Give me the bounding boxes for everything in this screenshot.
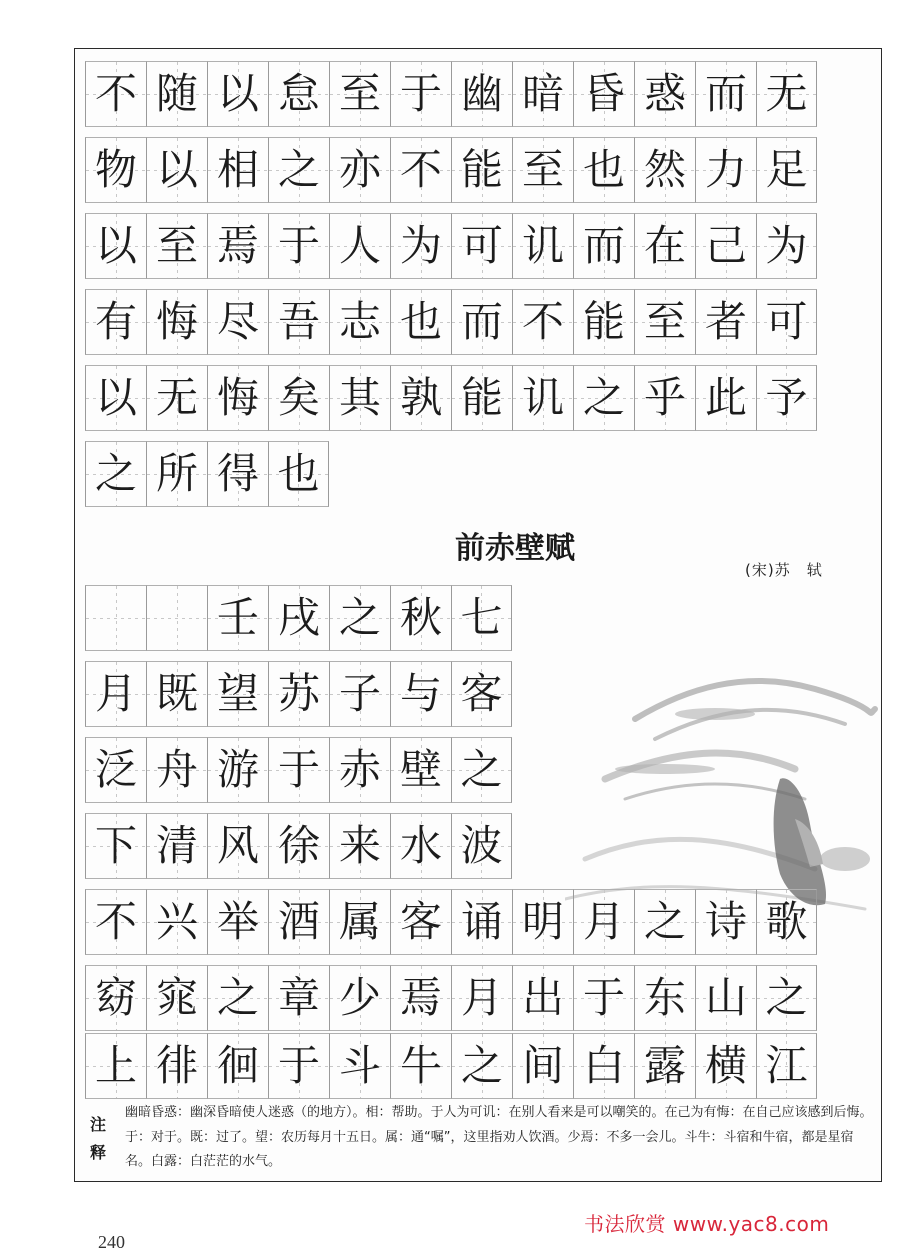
character-cell: 少 (329, 965, 390, 1031)
grid-row (85, 585, 512, 651)
character-cell: 于 (573, 965, 634, 1031)
character-cell: 于 (268, 1033, 329, 1099)
character-cell: 望 (207, 661, 268, 727)
character-cell: 波 (451, 813, 512, 879)
character-cell: 之 (573, 365, 634, 431)
character-cell: 至 (634, 289, 695, 355)
character-cell: 客 (390, 889, 451, 955)
character-cell: 客 (451, 661, 512, 727)
character-cell: 可 (451, 213, 512, 279)
grid-row (85, 213, 817, 279)
grid-row (85, 965, 817, 1031)
character-cell (146, 585, 207, 651)
copybook-frame (74, 48, 882, 1182)
grid-row (85, 737, 512, 803)
character-cell: 矣 (268, 365, 329, 431)
character-cell: 之 (756, 965, 817, 1031)
character-cell: 戌 (268, 585, 329, 651)
notes-text: 幽暗昏惑：幽深昏暗使人迷惑（的地方）。相：帮助。于人为可讥：在别人看来是可以嘲笑的。在己为有悔：在自己应该感到后悔。于：对于。既：过了。望：农历每月十五日。属：通“嘱”，这里指劝人饮酒。少焉：不多一会儿。斗牛：斗宿和牛宿，都是星宿名。白露：白茫茫的水气。 (125, 1105, 873, 1169)
character-cell: 可 (756, 289, 817, 355)
character-cell: 所 (146, 441, 207, 507)
character-cell: 诵 (451, 889, 512, 955)
character-cell: 能 (451, 137, 512, 203)
character-cell (85, 585, 146, 651)
character-cell: 得 (207, 441, 268, 507)
grid-row (85, 137, 817, 203)
character-cell: 不 (85, 61, 146, 127)
character-cell: 能 (451, 365, 512, 431)
character-cell: 山 (695, 965, 756, 1031)
character-cell: 己 (695, 213, 756, 279)
character-cell: 幽 (451, 61, 512, 127)
character-cell: 既 (146, 661, 207, 727)
character-cell: 露 (634, 1033, 695, 1099)
character-cell: 水 (390, 813, 451, 879)
annotation-section (85, 1101, 875, 1179)
character-cell: 也 (390, 289, 451, 355)
character-cell: 与 (390, 661, 451, 727)
character-cell: 讥 (512, 213, 573, 279)
character-cell: 物 (85, 137, 146, 203)
character-cell: 之 (268, 137, 329, 203)
character-cell: 月 (451, 965, 512, 1031)
character-cell: 之 (207, 965, 268, 1031)
character-cell: 之 (451, 737, 512, 803)
character-cell: 为 (756, 213, 817, 279)
character-cell: 于 (268, 737, 329, 803)
character-cell: 也 (573, 137, 634, 203)
character-cell: 上 (85, 1033, 146, 1099)
character-cell: 下 (85, 813, 146, 879)
poem-author: (宋)苏 轼 (745, 561, 823, 579)
character-cell: 暗 (512, 61, 573, 127)
character-cell: 清 (146, 813, 207, 879)
character-cell: 舟 (146, 737, 207, 803)
site-watermark: 书法欣赏 www.yac8.com (584, 1212, 830, 1236)
character-cell: 之 (634, 889, 695, 955)
character-cell: 在 (634, 213, 695, 279)
character-cell: 以 (146, 137, 207, 203)
character-cell: 尽 (207, 289, 268, 355)
character-cell: 壬 (207, 585, 268, 651)
character-cell: 之 (329, 585, 390, 651)
character-cell: 秋 (390, 585, 451, 651)
character-cell: 间 (512, 1033, 573, 1099)
poem-title: 前赤壁赋 (455, 531, 575, 566)
character-cell: 之 (85, 441, 146, 507)
character-cell: 明 (512, 889, 573, 955)
character-cell: 兴 (146, 889, 207, 955)
character-cell: 不 (85, 889, 146, 955)
character-cell: 至 (329, 61, 390, 127)
character-cell: 能 (573, 289, 634, 355)
character-cell: 至 (146, 213, 207, 279)
character-cell: 壁 (390, 737, 451, 803)
character-cell: 此 (695, 365, 756, 431)
character-cell: 为 (390, 213, 451, 279)
character-cell: 而 (451, 289, 512, 355)
character-cell: 予 (756, 365, 817, 431)
character-cell: 窕 (146, 965, 207, 1031)
character-cell: 不 (390, 137, 451, 203)
character-cell: 讥 (512, 365, 573, 431)
character-cell: 无 (756, 61, 817, 127)
character-cell: 至 (512, 137, 573, 203)
character-cell: 子 (329, 661, 390, 727)
character-cell: 诗 (695, 889, 756, 955)
character-cell: 焉 (390, 965, 451, 1031)
character-cell: 徘 (146, 1033, 207, 1099)
character-cell: 以 (207, 61, 268, 127)
character-cell: 七 (451, 585, 512, 651)
character-cell: 昏 (573, 61, 634, 127)
character-cell: 东 (634, 965, 695, 1031)
character-cell: 相 (207, 137, 268, 203)
landscape-illustration (565, 629, 882, 929)
character-cell: 于 (390, 61, 451, 127)
character-cell: 徊 (207, 1033, 268, 1099)
character-cell: 亦 (329, 137, 390, 203)
character-cell: 足 (756, 137, 817, 203)
character-cell: 志 (329, 289, 390, 355)
character-cell: 惑 (634, 61, 695, 127)
character-cell: 乎 (634, 365, 695, 431)
character-cell: 来 (329, 813, 390, 879)
character-cell: 悔 (207, 365, 268, 431)
character-cell: 悔 (146, 289, 207, 355)
character-cell: 窈 (85, 965, 146, 1031)
character-cell: 而 (695, 61, 756, 127)
character-cell: 然 (634, 137, 695, 203)
character-cell: 横 (695, 1033, 756, 1099)
notes-label: 注 释 (89, 1115, 106, 1162)
character-cell: 有 (85, 289, 146, 355)
character-cell: 其 (329, 365, 390, 431)
character-cell: 焉 (207, 213, 268, 279)
character-cell: 苏 (268, 661, 329, 727)
character-cell: 赤 (329, 737, 390, 803)
character-cell: 牛 (390, 1033, 451, 1099)
character-cell: 徐 (268, 813, 329, 879)
grid-row (85, 813, 512, 879)
grid-row (85, 61, 817, 127)
grid-row (85, 661, 512, 727)
character-cell: 月 (85, 661, 146, 727)
grid-row (85, 889, 817, 955)
character-cell: 不 (512, 289, 573, 355)
character-cell: 以 (85, 213, 146, 279)
character-cell: 吾 (268, 289, 329, 355)
page-number: 240 (98, 1232, 125, 1252)
character-cell: 于 (268, 213, 329, 279)
character-cell: 而 (573, 213, 634, 279)
character-cell: 属 (329, 889, 390, 955)
grid-row (85, 441, 329, 507)
character-cell: 泛 (85, 737, 146, 803)
character-cell: 游 (207, 737, 268, 803)
character-cell: 力 (695, 137, 756, 203)
character-cell: 也 (268, 441, 329, 507)
character-cell: 孰 (390, 365, 451, 431)
character-cell: 出 (512, 965, 573, 1031)
character-cell: 江 (756, 1033, 817, 1099)
character-cell: 以 (85, 365, 146, 431)
character-cell: 随 (146, 61, 207, 127)
grid-row (85, 365, 817, 431)
grid-row (85, 1033, 817, 1099)
character-cell: 风 (207, 813, 268, 879)
character-cell: 之 (451, 1033, 512, 1099)
grid-row (85, 289, 817, 355)
character-cell: 者 (695, 289, 756, 355)
character-cell: 举 (207, 889, 268, 955)
character-cell: 斗 (329, 1033, 390, 1099)
character-cell: 白 (573, 1033, 634, 1099)
character-cell: 人 (329, 213, 390, 279)
character-cell: 酒 (268, 889, 329, 955)
character-cell: 章 (268, 965, 329, 1031)
character-cell: 月 (573, 889, 634, 955)
character-cell: 歌 (756, 889, 817, 955)
character-cell: 怠 (268, 61, 329, 127)
character-cell: 无 (146, 365, 207, 431)
